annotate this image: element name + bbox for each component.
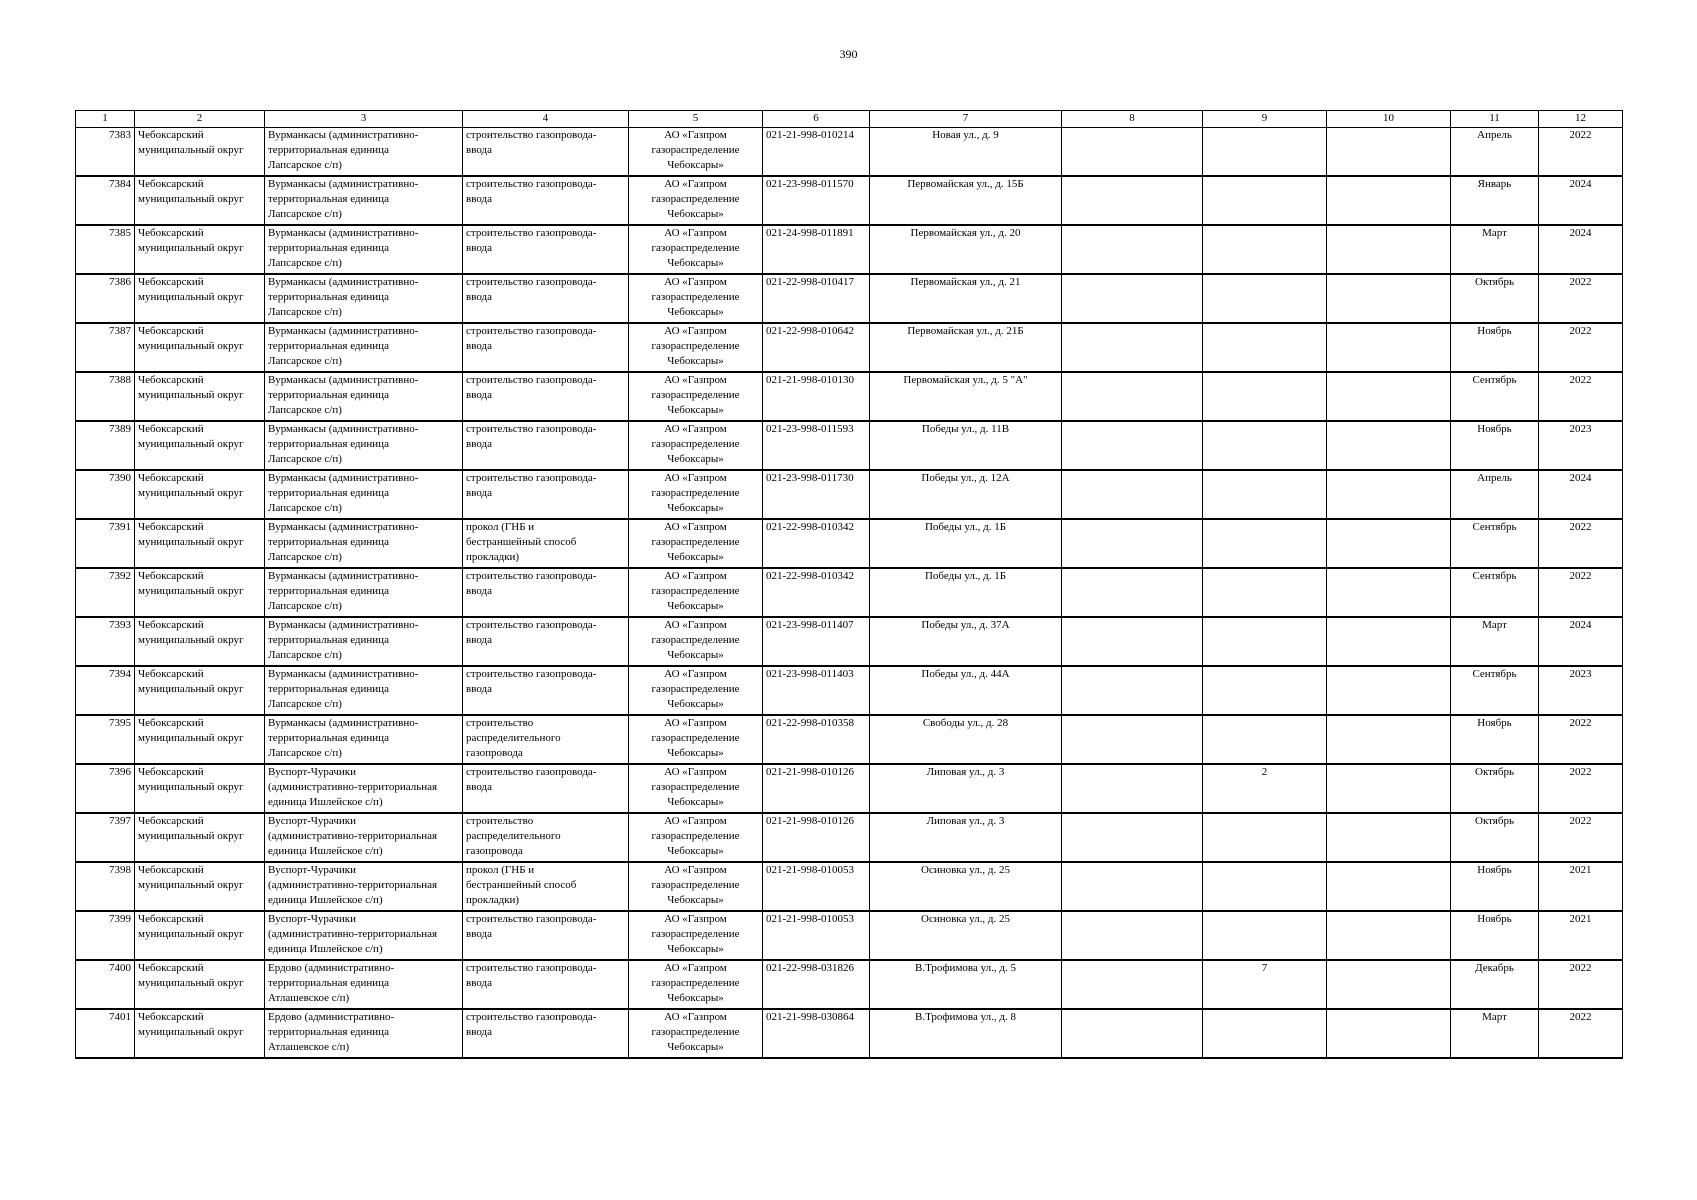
cell-district: Чебоксарский муниципальный округ xyxy=(135,617,265,666)
cell-district: Чебоксарский муниципальный округ xyxy=(135,176,265,225)
cell-locality: Вуспорт-Чурачики (административно-территориальная единица Ишлейское с/п) xyxy=(265,764,463,813)
cell-object-code: 021-22-998-010417 xyxy=(763,274,870,323)
cell-year: 2024 xyxy=(1539,470,1623,519)
table-row xyxy=(76,519,1623,568)
cell-month: Ноябрь xyxy=(1451,323,1539,372)
cell-organization: АО «Газпром газораспределение Чебоксары» xyxy=(629,1009,763,1058)
cell-organization: АО «Газпром газораспределение Чебоксары» xyxy=(629,274,763,323)
cell-col-8 xyxy=(1062,715,1203,764)
cell-object-code: 021-22-998-010358 xyxy=(763,715,870,764)
cell-col-9 xyxy=(1203,1009,1327,1058)
cell-organization: АО «Газпром газораспределение Чебоксары» xyxy=(629,911,763,960)
cell-col-9 xyxy=(1203,568,1327,617)
cell-work-type: строительство газопровода- ввода xyxy=(463,128,629,177)
cell-year: 2022 xyxy=(1539,813,1623,862)
cell-col-10 xyxy=(1327,1009,1451,1058)
cell-address: Победы ул., д. 11В xyxy=(870,421,1062,470)
cell-col-8 xyxy=(1062,274,1203,323)
cell-col-10 xyxy=(1327,666,1451,715)
cell-locality: Ердово (административно- территориальная единица Атлашевское с/п) xyxy=(265,960,463,1009)
cell-work-type: строительство распределительного газопровода xyxy=(463,715,629,764)
column-header: 10 xyxy=(1327,111,1451,128)
cell-col-9: 2 xyxy=(1203,764,1327,813)
cell-col-8 xyxy=(1062,372,1203,421)
cell-work-type: строительство газопровода- ввода xyxy=(463,617,629,666)
cell-work-type: строительство газопровода- ввода xyxy=(463,176,629,225)
cell-organization: АО «Газпром газораспределение Чебоксары» xyxy=(629,323,763,372)
table-row xyxy=(76,128,1623,177)
cell-locality: Вурманкасы (административно- территориальная единица Лапсарское с/п) xyxy=(265,617,463,666)
cell-locality: Вурманкасы (административно- территориальная единица Лапсарское с/п) xyxy=(265,372,463,421)
cell-month: Октябрь xyxy=(1451,274,1539,323)
table-row xyxy=(76,274,1623,323)
cell-address: Победы ул., д. 37А xyxy=(870,617,1062,666)
cell-row-number: 7386 xyxy=(76,274,135,323)
cell-address: Победы ул., д. 44А xyxy=(870,666,1062,715)
cell-col-8 xyxy=(1062,911,1203,960)
cell-col-8 xyxy=(1062,1009,1203,1058)
cell-month: Март xyxy=(1451,225,1539,274)
cell-organization: АО «Газпром газораспределение Чебоксары» xyxy=(629,225,763,274)
cell-locality: Вуспорт-Чурачики (административно-территориальная единица Ишлейское с/п) xyxy=(265,813,463,862)
cell-address: Свободы ул., д. 28 xyxy=(870,715,1062,764)
table-row xyxy=(76,372,1623,421)
cell-year: 2022 xyxy=(1539,128,1623,177)
cell-year: 2023 xyxy=(1539,666,1623,715)
cell-address: Первомайская ул., д. 5 "А" xyxy=(870,372,1062,421)
cell-locality: Вурманкасы (административно- территориальная единица Лапсарское с/п) xyxy=(265,128,463,177)
cell-col-9 xyxy=(1203,862,1327,911)
cell-district: Чебоксарский муниципальный округ xyxy=(135,715,265,764)
cell-address: Победы ул., д. 12А xyxy=(870,470,1062,519)
cell-row-number: 7384 xyxy=(76,176,135,225)
cell-year: 2022 xyxy=(1539,323,1623,372)
cell-district: Чебоксарский муниципальный округ xyxy=(135,128,265,177)
cell-year: 2024 xyxy=(1539,176,1623,225)
cell-col-8 xyxy=(1062,470,1203,519)
cell-object-code: 021-22-998-010342 xyxy=(763,568,870,617)
column-header: 5 xyxy=(629,111,763,128)
cell-col-9 xyxy=(1203,372,1327,421)
cell-year: 2022 xyxy=(1539,715,1623,764)
cell-work-type: строительство газопровода- ввода xyxy=(463,960,629,1009)
cell-col-9: 7 xyxy=(1203,960,1327,1009)
cell-col-9 xyxy=(1203,813,1327,862)
cell-address: В.Трофимова ул., д. 8 xyxy=(870,1009,1062,1058)
column-header: 8 xyxy=(1062,111,1203,128)
cell-year: 2022 xyxy=(1539,764,1623,813)
table-row xyxy=(76,911,1623,960)
cell-col-8 xyxy=(1062,421,1203,470)
cell-district: Чебоксарский муниципальный округ xyxy=(135,568,265,617)
cell-locality: Вуспорт-Чурачики (административно-территориальная единица Ишлейское с/п) xyxy=(265,911,463,960)
cell-year: 2022 xyxy=(1539,519,1623,568)
cell-organization: АО «Газпром газораспределение Чебоксары» xyxy=(629,568,763,617)
table-row xyxy=(76,225,1623,274)
cell-address: Первомайская ул., д. 21Б xyxy=(870,323,1062,372)
cell-col-9 xyxy=(1203,421,1327,470)
cell-month: Апрель xyxy=(1451,470,1539,519)
cell-col-9 xyxy=(1203,225,1327,274)
table-row xyxy=(76,617,1623,666)
cell-col-8 xyxy=(1062,128,1203,177)
cell-row-number: 7392 xyxy=(76,568,135,617)
cell-locality: Вурманкасы (административно- территориальная единица Лапсарское с/п) xyxy=(265,176,463,225)
cell-object-code: 021-22-998-010342 xyxy=(763,519,870,568)
cell-month: Октябрь xyxy=(1451,813,1539,862)
cell-organization: АО «Газпром газораспределение Чебоксары» xyxy=(629,813,763,862)
cell-object-code: 021-21-998-010053 xyxy=(763,862,870,911)
cell-col-10 xyxy=(1327,568,1451,617)
cell-col-9 xyxy=(1203,176,1327,225)
cell-address: Победы ул., д. 1Б xyxy=(870,568,1062,617)
cell-col-10 xyxy=(1327,323,1451,372)
cell-col-8 xyxy=(1062,323,1203,372)
cell-year: 2022 xyxy=(1539,568,1623,617)
cell-locality: Ердово (административно- территориальная единица Атлашевское с/п) xyxy=(265,1009,463,1058)
cell-district: Чебоксарский муниципальный округ xyxy=(135,960,265,1009)
cell-row-number: 7383 xyxy=(76,128,135,177)
cell-address: Победы ул., д. 1Б xyxy=(870,519,1062,568)
table-row xyxy=(76,764,1623,813)
cell-locality: Вурманкасы (административно- территориальная единица Лапсарское с/п) xyxy=(265,715,463,764)
cell-organization: АО «Газпром газораспределение Чебоксары» xyxy=(629,128,763,177)
cell-work-type: строительство газопровода- ввода xyxy=(463,764,629,813)
cell-district: Чебоксарский муниципальный округ xyxy=(135,421,265,470)
cell-locality: Вуспорт-Чурачики (административно-территориальная единица Ишлейское с/п) xyxy=(265,862,463,911)
cell-col-9 xyxy=(1203,715,1327,764)
cell-month: Сентябрь xyxy=(1451,666,1539,715)
cell-col-10 xyxy=(1327,715,1451,764)
cell-year: 2021 xyxy=(1539,862,1623,911)
page-number: 390 xyxy=(839,47,858,61)
column-header: 7 xyxy=(870,111,1062,128)
cell-locality: Вурманкасы (административно- территориальная единица Лапсарское с/п) xyxy=(265,421,463,470)
cell-row-number: 7398 xyxy=(76,862,135,911)
cell-col-9 xyxy=(1203,617,1327,666)
cell-object-code: 021-22-998-010642 xyxy=(763,323,870,372)
cell-organization: АО «Газпром газораспределение Чебоксары» xyxy=(629,764,763,813)
cell-district: Чебоксарский муниципальный округ xyxy=(135,225,265,274)
cell-col-10 xyxy=(1327,372,1451,421)
cell-district: Чебоксарский муниципальный округ xyxy=(135,323,265,372)
cell-col-10 xyxy=(1327,128,1451,177)
cell-work-type: строительство газопровода- ввода xyxy=(463,225,629,274)
cell-year: 2022 xyxy=(1539,960,1623,1009)
cell-col-10 xyxy=(1327,813,1451,862)
cell-address: Липовая ул., д. 3 xyxy=(870,764,1062,813)
table-row xyxy=(76,1009,1623,1058)
cell-row-number: 7399 xyxy=(76,911,135,960)
cell-address: Осиновка ул., д. 25 xyxy=(870,911,1062,960)
table-row xyxy=(76,568,1623,617)
cell-year: 2022 xyxy=(1539,274,1623,323)
cell-month: Сентябрь xyxy=(1451,519,1539,568)
table-header xyxy=(76,111,1623,128)
column-header: 9 xyxy=(1203,111,1327,128)
table-row xyxy=(76,323,1623,372)
cell-district: Чебоксарский муниципальный округ xyxy=(135,274,265,323)
cell-row-number: 7393 xyxy=(76,617,135,666)
cell-object-code: 021-23-998-011403 xyxy=(763,666,870,715)
cell-district: Чебоксарский муниципальный округ xyxy=(135,666,265,715)
cell-work-type: строительство газопровода- ввода xyxy=(463,323,629,372)
cell-row-number: 7385 xyxy=(76,225,135,274)
column-header: 4 xyxy=(463,111,629,128)
cell-object-code: 021-21-998-010053 xyxy=(763,911,870,960)
cell-year: 2024 xyxy=(1539,225,1623,274)
cell-district: Чебоксарский муниципальный округ xyxy=(135,470,265,519)
column-header: 1 xyxy=(76,111,135,128)
cell-work-type: строительство газопровода- ввода xyxy=(463,1009,629,1058)
cell-locality: Вурманкасы (административно- территориальная единица Лапсарское с/п) xyxy=(265,519,463,568)
cell-locality: Вурманкасы (административно- территориальная единица Лапсарское с/п) xyxy=(265,323,463,372)
table-row xyxy=(76,813,1623,862)
cell-address: Новая ул., д. 9 xyxy=(870,128,1062,177)
cell-work-type: строительство газопровода- ввода xyxy=(463,372,629,421)
cell-month: Декабрь xyxy=(1451,960,1539,1009)
cell-month: Октябрь xyxy=(1451,764,1539,813)
cell-address: В.Трофимова ул., д. 5 xyxy=(870,960,1062,1009)
column-header: 2 xyxy=(135,111,265,128)
cell-district: Чебоксарский муниципальный округ xyxy=(135,519,265,568)
cell-organization: АО «Газпром газораспределение Чебоксары» xyxy=(629,715,763,764)
cell-col-10 xyxy=(1327,176,1451,225)
cell-work-type: строительство газопровода- ввода xyxy=(463,911,629,960)
cell-month: Ноябрь xyxy=(1451,715,1539,764)
cell-object-code: 021-24-998-011891 xyxy=(763,225,870,274)
cell-district: Чебоксарский муниципальный округ xyxy=(135,862,265,911)
cell-object-code: 021-23-998-011570 xyxy=(763,176,870,225)
cell-col-10 xyxy=(1327,617,1451,666)
cell-row-number: 7394 xyxy=(76,666,135,715)
cell-year: 2024 xyxy=(1539,617,1623,666)
cell-col-10 xyxy=(1327,274,1451,323)
cell-organization: АО «Газпром газораспределение Чебоксары» xyxy=(629,617,763,666)
cell-work-type: строительство газопровода- ввода xyxy=(463,470,629,519)
cell-organization: АО «Газпром газораспределение Чебоксары» xyxy=(629,372,763,421)
cell-col-9 xyxy=(1203,323,1327,372)
cell-year: 2022 xyxy=(1539,1009,1623,1058)
cell-row-number: 7397 xyxy=(76,813,135,862)
cell-row-number: 7401 xyxy=(76,1009,135,1058)
cell-month: Март xyxy=(1451,617,1539,666)
cell-month: Ноябрь xyxy=(1451,911,1539,960)
cell-col-10 xyxy=(1327,764,1451,813)
cell-locality: Вурманкасы (административно- территориальная единица Лапсарское с/п) xyxy=(265,225,463,274)
cell-organization: АО «Газпром газораспределение Чебоксары» xyxy=(629,519,763,568)
cell-object-code: 021-21-998-010130 xyxy=(763,372,870,421)
cell-work-type: строительство газопровода- ввода xyxy=(463,666,629,715)
table-row xyxy=(76,176,1623,225)
cell-col-9 xyxy=(1203,128,1327,177)
cell-object-code: 021-22-998-031826 xyxy=(763,960,870,1009)
cell-col-10 xyxy=(1327,470,1451,519)
cell-month: Ноябрь xyxy=(1451,421,1539,470)
cell-row-number: 7387 xyxy=(76,323,135,372)
cell-month: Ноябрь xyxy=(1451,862,1539,911)
registry-table xyxy=(75,110,1623,1059)
cell-object-code: 021-21-998-010126 xyxy=(763,813,870,862)
cell-month: Январь xyxy=(1451,176,1539,225)
cell-district: Чебоксарский муниципальный округ xyxy=(135,911,265,960)
cell-district: Чебоксарский муниципальный округ xyxy=(135,1009,265,1058)
cell-address: Первомайская ул., д. 21 xyxy=(870,274,1062,323)
cell-col-10 xyxy=(1327,225,1451,274)
cell-object-code: 021-21-998-010126 xyxy=(763,764,870,813)
cell-row-number: 7391 xyxy=(76,519,135,568)
cell-row-number: 7390 xyxy=(76,470,135,519)
table-row xyxy=(76,960,1623,1009)
column-header: 6 xyxy=(763,111,870,128)
cell-col-9 xyxy=(1203,519,1327,568)
column-header: 11 xyxy=(1451,111,1539,128)
cell-col-10 xyxy=(1327,519,1451,568)
cell-col-10 xyxy=(1327,960,1451,1009)
cell-col-8 xyxy=(1062,960,1203,1009)
cell-address: Первомайская ул., д. 15Б xyxy=(870,176,1062,225)
cell-row-number: 7389 xyxy=(76,421,135,470)
cell-col-10 xyxy=(1327,911,1451,960)
cell-row-number: 7388 xyxy=(76,372,135,421)
table-row xyxy=(76,666,1623,715)
cell-month: Сентябрь xyxy=(1451,568,1539,617)
cell-col-8 xyxy=(1062,617,1203,666)
table-body xyxy=(76,128,1623,1059)
cell-col-8 xyxy=(1062,666,1203,715)
cell-object-code: 021-23-998-011730 xyxy=(763,470,870,519)
table-row xyxy=(76,470,1623,519)
cell-row-number: 7395 xyxy=(76,715,135,764)
cell-address: Липовая ул., д. 3 xyxy=(870,813,1062,862)
column-header: 12 xyxy=(1539,111,1623,128)
cell-locality: Вурманкасы (административно- территориальная единица Лапсарское с/п) xyxy=(265,568,463,617)
cell-col-8 xyxy=(1062,568,1203,617)
cell-col-10 xyxy=(1327,862,1451,911)
table-row xyxy=(76,715,1623,764)
cell-col-10 xyxy=(1327,421,1451,470)
header-row xyxy=(76,111,1623,128)
cell-row-number: 7396 xyxy=(76,764,135,813)
cell-locality: Вурманкасы (административно- территориальная единица Лапсарское с/п) xyxy=(265,470,463,519)
cell-col-8 xyxy=(1062,813,1203,862)
cell-work-type: строительство газопровода- ввода xyxy=(463,421,629,470)
cell-district: Чебоксарский муниципальный округ xyxy=(135,764,265,813)
cell-work-type: строительство распределительного газопровода xyxy=(463,813,629,862)
cell-year: 2021 xyxy=(1539,911,1623,960)
cell-col-9 xyxy=(1203,274,1327,323)
cell-address: Осиновка ул., д. 25 xyxy=(870,862,1062,911)
cell-district: Чебоксарский муниципальный округ xyxy=(135,372,265,421)
cell-work-type: строительство газопровода- ввода xyxy=(463,568,629,617)
cell-month: Апрель xyxy=(1451,128,1539,177)
cell-col-8 xyxy=(1062,519,1203,568)
cell-object-code: 021-23-998-011593 xyxy=(763,421,870,470)
cell-object-code: 021-21-998-030864 xyxy=(763,1009,870,1058)
cell-address: Первомайская ул., д. 20 xyxy=(870,225,1062,274)
cell-col-8 xyxy=(1062,176,1203,225)
cell-organization: АО «Газпром газораспределение Чебоксары» xyxy=(629,960,763,1009)
column-header: 3 xyxy=(265,111,463,128)
cell-locality: Вурманкасы (административно- территориальная единица Лапсарское с/п) xyxy=(265,274,463,323)
cell-col-9 xyxy=(1203,470,1327,519)
cell-work-type: прокол (ГНБ и бестраншейный способ прокладки) xyxy=(463,519,629,568)
cell-organization: АО «Газпром газораспределение Чебоксары» xyxy=(629,470,763,519)
cell-col-8 xyxy=(1062,225,1203,274)
cell-year: 2022 xyxy=(1539,372,1623,421)
cell-row-number: 7400 xyxy=(76,960,135,1009)
cell-month: Сентябрь xyxy=(1451,372,1539,421)
cell-col-9 xyxy=(1203,911,1327,960)
cell-work-type: прокол (ГНБ и бестраншейный способ прокладки) xyxy=(463,862,629,911)
table-row xyxy=(76,862,1623,911)
cell-month: Март xyxy=(1451,1009,1539,1058)
cell-locality: Вурманкасы (административно- территориальная единица Лапсарское с/п) xyxy=(265,666,463,715)
table-row xyxy=(76,421,1623,470)
cell-object-code: 021-21-998-010214 xyxy=(763,128,870,177)
cell-object-code: 021-23-998-011407 xyxy=(763,617,870,666)
cell-organization: АО «Газпром газораспределение Чебоксары» xyxy=(629,862,763,911)
cell-col-8 xyxy=(1062,862,1203,911)
cell-year: 2023 xyxy=(1539,421,1623,470)
cell-organization: АО «Газпром газораспределение Чебоксары» xyxy=(629,421,763,470)
cell-district: Чебоксарский муниципальный округ xyxy=(135,813,265,862)
cell-organization: АО «Газпром газораспределение Чебоксары» xyxy=(629,176,763,225)
cell-work-type: строительство газопровода- ввода xyxy=(463,274,629,323)
cell-col-8 xyxy=(1062,764,1203,813)
cell-col-9 xyxy=(1203,666,1327,715)
cell-organization: АО «Газпром газораспределение Чебоксары» xyxy=(629,666,763,715)
